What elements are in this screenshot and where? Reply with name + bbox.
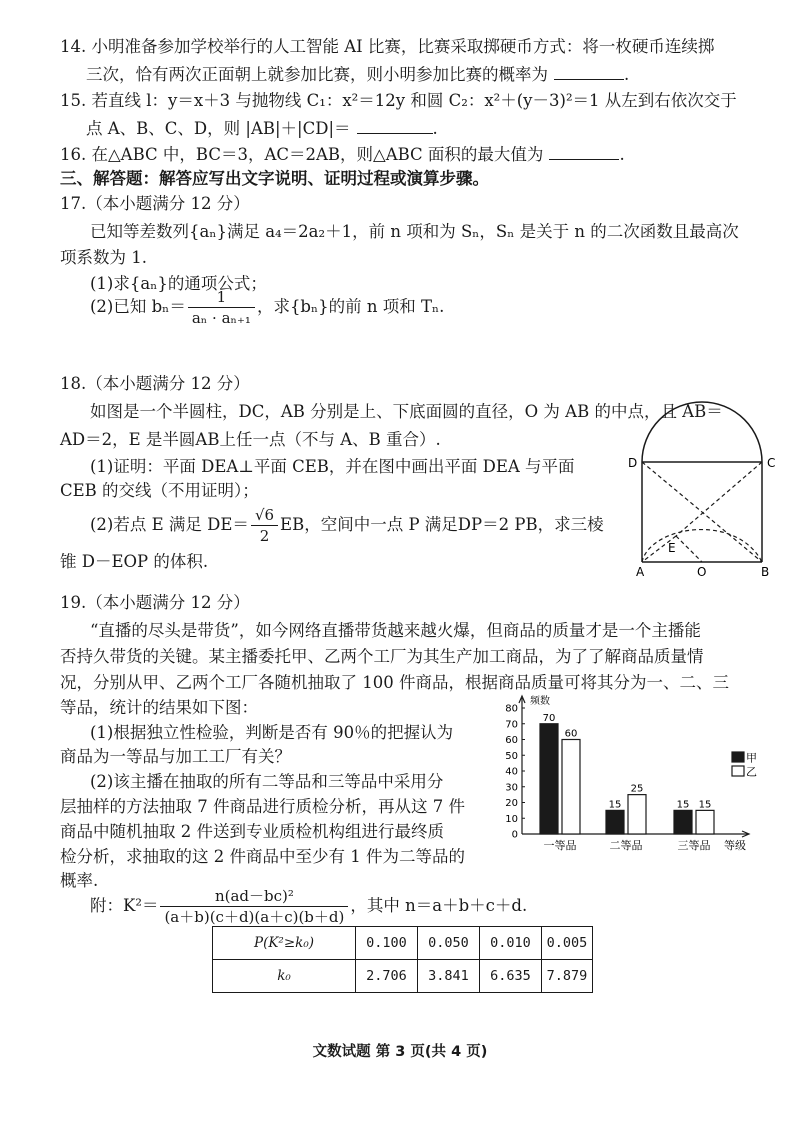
bar-value-label: 70 [542,712,556,724]
q17-line1: 已知等差数列{aₙ}满足 a₄＝2a₂＋1，前 n 项和为 Sₙ，Sₙ 是关于 n 的二次函数且最高次 [90,222,739,241]
y-axis-label: 频数 [530,696,550,707]
label-a: A [636,565,645,578]
label-d: D [628,456,638,470]
answer-blank [554,63,624,80]
q19-line9: 商品中随机抽取 2 件送到专业质检机构组进行最终质 [60,822,444,841]
q18-line4: CEB 的交线（不用证明）； [60,481,259,500]
bar-乙 [696,810,714,834]
q18-line6: 锥 D－EOP 的体积. [60,552,209,571]
answer-blank [357,117,433,134]
fraction-numerator: 1 [188,287,255,308]
formula-pre: 附：K²＝ [90,896,159,915]
q14-line1: 14. 小明准备参加学校举行的人工智能 AI 比赛，比赛采取掷硬币方式：将一枚硬币连续掷 [60,37,715,56]
q17-part2-pre: (2)已知 bₙ＝ [90,297,186,316]
q15-line1: 15. 若直线 l：y＝x＋3 与抛物线 C₁：x²＝12y 和圆 C₂：x²＋(y－3)²＝1 从左到右依次交于 [60,91,737,110]
chart-bars [540,713,714,834]
label-o: O [697,565,707,578]
q19-line2: 否持久带货的关键。某主播委托甲、乙两个工厂为其生产加工商品，为了了解商品质量情 [60,647,704,666]
q16-line1: 16. 在△ABC 中，BC＝3，AC＝2AB，则△ABC 面积的最大值为 . [60,145,625,164]
critical-value-table [212,926,593,993]
k-squared-formula [90,884,527,928]
bar-value-label: 60 [564,728,578,740]
y-tick-label: 40 [505,766,518,778]
q18-header: 18.（本小题满分 12 分） [60,374,250,393]
x-axis-label: 等级 [724,839,746,852]
q18-line5-post: EB，空间中一点 P 满足DP＝2 PB，求三棱 [280,515,604,534]
label-e: E [668,541,676,555]
q17-part1: (1)求{aₙ}的通项公式； [90,274,267,293]
q19-line1: “直播的尽头是带货”，如今网络直播带货越来越火爆，但商品的质量才是一个主播能 [90,621,701,640]
y-tick-label: 60 [505,735,518,746]
fraction-denominator: (a＋b)(c＋d)(a＋c)(b＋d) [164,908,345,926]
table-cell: 0.010 [480,927,542,960]
page-footer: 文数试题 第 3 页(共 4 页) [312,1044,488,1060]
category-label: 一等品 [543,839,577,852]
table-cell: 0.005 [542,927,593,960]
line-ce [676,462,762,536]
y-tick-label: 70 [505,719,518,731]
q17-part2-post: ，求{bₙ}的前 n 项和 Tₙ. [256,297,445,316]
bar-甲 [674,810,692,834]
q19-line7: (2)该主播在抽取的所有二等品和三等品中采用分 [90,772,444,791]
q17-line2: 项系数为 1. [60,248,147,267]
q19-line3: 况，分别从甲、乙两个工厂各随机抽取了 100 件商品，根据商品质量可将其分为一、二、三 [60,673,729,692]
table-cell: 3.841 [418,960,480,993]
table-cell: 0.100 [356,927,418,960]
table-row-label: P(K²≥k₀) [213,927,356,960]
y-tick-label: 50 [505,750,518,762]
q18-line5 [90,503,604,547]
bar-value-label: 25 [630,783,644,795]
q15-line2: 点 A、B、C、D，则 |AB|＋|CD|＝ . [86,119,438,138]
q18-line1: 如图是一个半圆柱，DC，AB 分别是上、下底面圆的直径，O 为 AB 的中点，且 AB＝ [90,402,723,421]
y-tick-label: 80 [505,703,518,715]
q19-line6: 商品为一等品与加工工厂有关？ [60,747,291,766]
label-c: C [767,456,776,470]
q19-line8: 层抽样的方法抽取 7 件商品进行质检分析，再从这 7 件 [60,797,465,816]
bar-乙 [562,740,580,835]
q19-line4: 等品，统计的结果如下图： [60,698,258,717]
q16-line1-text: 16. 在△ABC 中，BC＝3，AC＝2AB，则△ABC 面积的最大值为 [60,145,544,164]
q14-line2: 三次，恰有两次正面朝上就参加比赛，则小明参加比赛的概率为 . [86,65,630,84]
fraction-denominator: aₙ · aₙ₊₁ [191,309,251,327]
q17-part2 [90,285,444,329]
category-label: 三等品 [677,839,711,852]
section-title: 三、解答题：解答应写出文字说明、证明过程或演算步骤。 [60,169,489,188]
bar-甲 [606,810,624,834]
fraction [251,505,278,546]
table-cell: 2.706 [356,960,418,993]
table-cell: 7.879 [542,960,593,993]
bar-value-label: 15 [608,799,622,811]
q19-line11: 概率. [60,871,99,890]
bar-value-label: 15 [676,799,690,811]
fraction-numerator: √6 [251,505,278,526]
q19-line5: (1)根据独立性检验，判断是否有 90％的把握认为 [90,723,454,742]
answer-blank [549,143,619,160]
table-row-label: k₀ [213,960,356,993]
q19-header: 19.（本小题满分 12 分） [60,593,250,612]
fraction [188,287,255,328]
legend-label: 甲 [746,751,757,765]
q17-header: 17.（本小题满分 12 分） [60,194,250,213]
y-tick-label: 10 [505,813,518,825]
q18-line2: AD＝2，E 是半圆AB上任一点（不与 A、B 重合）. [60,430,441,449]
bar-甲 [540,724,558,834]
table-cell: 0.050 [418,927,480,960]
table-row [213,960,593,993]
y-tick-label: 0 [511,829,518,841]
bar-乙 [628,795,646,834]
category-label: 二等品 [609,839,643,852]
line-eo [676,536,702,562]
q18-line5-pre: (2)若点 E 满足 DE＝ [90,515,249,534]
legend-label: 乙 [746,765,757,779]
top-arc [642,402,762,462]
label-b: B [761,565,770,578]
fraction-numerator: n(ad－bc)² [160,886,348,907]
bar-value-label: 15 [698,799,712,811]
legend-swatch-乙 [732,766,744,776]
grade-frequency-bar-chart [498,694,768,860]
table-cell: 6.635 [480,960,542,993]
chart-legend [732,752,757,779]
bottom-arc [642,530,762,562]
y-tick-label: 20 [505,798,518,809]
table-row [213,927,593,960]
fraction-denominator: 2 [259,527,270,545]
q14-line2-text: 三次，恰有两次正面朝上就参加比赛，则小明参加比赛的概率为 [86,65,548,84]
q15-line2-text: 点 A、B、C、D，则 |AB|＋|CD|＝ [86,119,351,138]
fraction [160,886,348,927]
q18-line3: (1)证明：平面 DEA⊥平面 CEB，并在图中画出平面 DEA 与平面 [90,457,575,476]
y-tick-label: 30 [505,782,518,794]
formula-post: ，其中 n＝a＋b＋c＋d. [350,896,528,915]
legend-swatch-甲 [732,752,744,762]
q19-line10: 检分析，求抽取的这 2 件商品中至少有 1 件为二等品的 [60,847,465,866]
half-cylinder-figure [624,394,784,578]
